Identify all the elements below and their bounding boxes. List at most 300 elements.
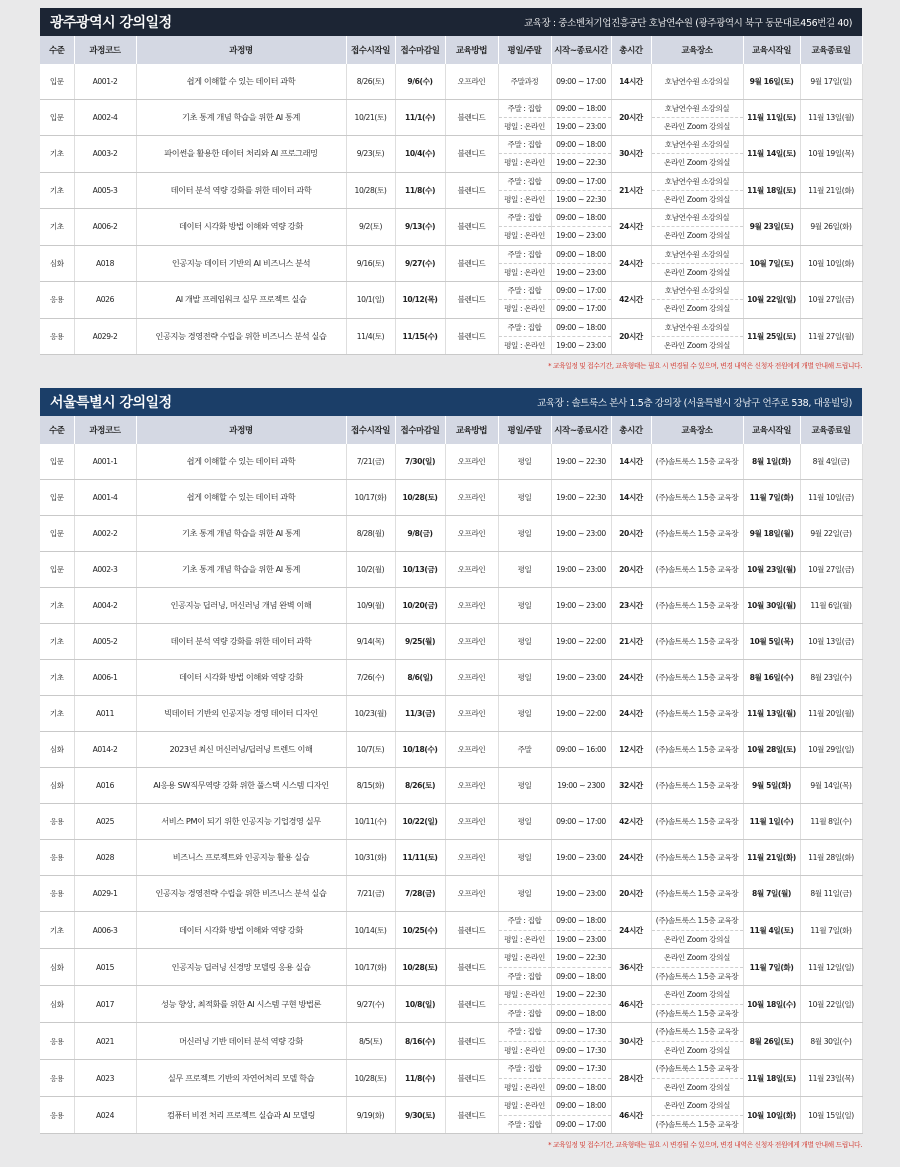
start-date: 8월 1일(화) xyxy=(743,444,800,480)
place-cell: 온라인 Zoom 강의실 xyxy=(651,117,743,135)
table-row xyxy=(40,986,862,1005)
table-row xyxy=(40,245,862,263)
seoul-title: 서울특별시 강의일정 xyxy=(50,395,172,411)
end-date: 9월 26일(화) xyxy=(800,209,862,246)
method-cell: 오프라인 xyxy=(445,696,498,732)
hours-cell: 20시간 xyxy=(611,99,651,136)
method-cell: 블렌디드 xyxy=(445,1023,498,1060)
days-cell: 평일 : 온라인 xyxy=(498,154,551,172)
hours-cell: 24시간 xyxy=(611,696,651,732)
header-reg-end: 접수마감일 xyxy=(395,416,445,444)
method-cell: 오프라인 xyxy=(445,804,498,840)
gwangju-venue: 교육장 : 중소벤처기업진흥공단 호남연수원 (광주광역시 북구 동문대로456번길 40) xyxy=(523,18,852,29)
reg-start-cell: 10/11(수) xyxy=(346,804,395,840)
time-cell: 09:00 ~ 18:00 xyxy=(551,1004,611,1023)
start-date: 11월 14일(토) xyxy=(743,136,800,173)
days-cell: 주말 : 집합 xyxy=(498,1115,551,1134)
level-cell: 기초 xyxy=(40,136,74,173)
table-row xyxy=(40,949,862,968)
reg-start-cell: 10/2(월) xyxy=(346,552,395,588)
hours-cell: 24시간 xyxy=(611,245,651,282)
level-cell: 기초 xyxy=(40,209,74,246)
start-date: 10월 18일(수) xyxy=(743,986,800,1023)
end-date: 9월 17일(일) xyxy=(800,64,862,99)
seoul-venue: 교육장 : 솔트룩스 본사 1.5층 강의장 (서울특별시 강남구 언주로 538, 대웅빌딩) xyxy=(537,398,852,409)
method-cell: 블렌디드 xyxy=(445,99,498,136)
course-code: A029-1 xyxy=(74,876,136,912)
reg-end-cell: 10/25(수) xyxy=(395,912,445,949)
table-row xyxy=(40,318,862,336)
method-cell: 오프라인 xyxy=(445,444,498,480)
course-code: A024 xyxy=(74,1097,136,1134)
days-cell: 평일 xyxy=(498,660,551,696)
header-code: 과정코드 xyxy=(74,36,136,64)
reg-end-cell: 7/30(일) xyxy=(395,444,445,480)
table-row xyxy=(40,209,862,227)
hours-cell: 20시간 xyxy=(611,516,651,552)
time-cell: 19:00 ~ 23:00 xyxy=(551,840,611,876)
place-cell: 호남연수원 소강의실 xyxy=(651,172,743,190)
method-cell: 오프라인 xyxy=(445,516,498,552)
level-cell: 입문 xyxy=(40,444,74,480)
end-date: 10월 27일(금) xyxy=(800,282,862,319)
reg-end-cell: 11/11(토) xyxy=(395,840,445,876)
reg-end-cell: 9/25(월) xyxy=(395,624,445,660)
level-cell: 심화 xyxy=(40,949,74,986)
end-date: 10월 27일(금) xyxy=(800,552,862,588)
place-cell: 온라인 Zoom 강의실 xyxy=(651,930,743,949)
reg-end-cell: 8/6(일) xyxy=(395,660,445,696)
header-hours: 총시간 xyxy=(611,36,651,64)
course-code: A006-2 xyxy=(74,209,136,246)
reg-start-cell: 10/17(화) xyxy=(346,949,395,986)
reg-end-cell: 9/27(수) xyxy=(395,245,445,282)
days-cell: 평일 : 온라인 xyxy=(498,300,551,318)
gwangju-note: * 교육일정 및 접수기간, 교육형태는 필요 시 변경될 수 있으며, 변경 내역은 신청자 전원에게 개별 안내해 드립니다. xyxy=(548,362,862,370)
reg-end-cell: 9/8(금) xyxy=(395,516,445,552)
time-cell: 19:00 ~ 23:00 xyxy=(551,876,611,912)
level-cell: 응용 xyxy=(40,804,74,840)
start-date: 10월 30일(월) xyxy=(743,588,800,624)
days-cell: 평일 xyxy=(498,624,551,660)
reg-end-cell: 8/16(수) xyxy=(395,1023,445,1060)
reg-start-cell: 9/19(화) xyxy=(346,1097,395,1134)
reg-start-cell: 10/9(월) xyxy=(346,588,395,624)
reg-start-cell: 8/28(월) xyxy=(346,516,395,552)
hours-cell: 46시간 xyxy=(611,1097,651,1134)
time-cell: 19:00 ~ 22:30 xyxy=(551,444,611,480)
course-name: 데이터 분석 역량 강화를 위한 데이터 과학 xyxy=(136,172,346,209)
reg-end-cell: 11/8(수) xyxy=(395,1060,445,1097)
method-cell: 오프라인 xyxy=(445,840,498,876)
table-row xyxy=(40,912,862,931)
level-cell: 심화 xyxy=(40,732,74,768)
method-cell: 블렌디드 xyxy=(445,209,498,246)
table-row xyxy=(40,1023,862,1042)
start-date: 9월 18일(월) xyxy=(743,516,800,552)
table-header xyxy=(40,416,862,444)
method-cell: 오프라인 xyxy=(445,624,498,660)
end-date: 10월 22일(일) xyxy=(800,986,862,1023)
time-cell: 19:00 ~ 22:00 xyxy=(551,696,611,732)
level-cell: 입문 xyxy=(40,480,74,516)
course-code: A017 xyxy=(74,986,136,1023)
time-cell: 09:00 ~ 17:00 xyxy=(551,300,611,318)
end-date: 10월 15일(일) xyxy=(800,1097,862,1134)
place-cell: (주)솔트룩스 1.5층 교육장 xyxy=(651,840,743,876)
days-cell: 주말 : 집합 xyxy=(498,318,551,336)
seoul-table-body xyxy=(40,444,862,1134)
days-cell: 평일 xyxy=(498,480,551,516)
hours-cell: 24시간 xyxy=(611,209,651,246)
table-row xyxy=(40,1097,862,1116)
seoul-note: * 교육일정 및 접수기간, 교육형태는 필요 시 변경될 수 있으며, 변경 내역은 신청자 전원에게 개별 안내해 드립니다. xyxy=(548,1141,862,1149)
reg-start-cell: 10/28(토) xyxy=(346,1060,395,1097)
course-code: A005-2 xyxy=(74,624,136,660)
header-time: 시작~종료시간 xyxy=(551,36,611,64)
course-name: 파이썬을 활용한 데이터 처리와 AI 프로그래밍 xyxy=(136,136,346,173)
course-name: 쉽게 이해할 수 있는 데이터 과학 xyxy=(136,444,346,480)
end-date: 11월 8일(수) xyxy=(800,804,862,840)
place-cell: (주)솔트룩스 1.5층 교육장 xyxy=(651,768,743,804)
start-date: 11월 11일(토) xyxy=(743,99,800,136)
end-date: 10월 19일(목) xyxy=(800,136,862,173)
method-cell: 오프라인 xyxy=(445,480,498,516)
time-cell: 19:00 ~ 22:30 xyxy=(551,190,611,208)
time-cell: 19:00 ~ 23:00 xyxy=(551,552,611,588)
hours-cell: 20시간 xyxy=(611,552,651,588)
table-row xyxy=(40,624,862,660)
hours-cell: 20시간 xyxy=(611,318,651,355)
header-time: 시작~종료시간 xyxy=(551,416,611,444)
place-cell: 온라인 Zoom 강의실 xyxy=(651,986,743,1005)
course-code: A026 xyxy=(74,282,136,319)
place-cell: 온라인 Zoom 강의실 xyxy=(651,1097,743,1116)
course-code: A002-3 xyxy=(74,552,136,588)
place-cell: 호남연수원 소강의실 xyxy=(651,136,743,154)
place-cell: (주)솔트룩스 1.5층 교육장 xyxy=(651,1023,743,1042)
method-cell: 블렌디드 xyxy=(445,1060,498,1097)
end-date: 11월 27일(월) xyxy=(800,318,862,355)
place-cell: 온라인 Zoom 강의실 xyxy=(651,154,743,172)
course-name: AI 개발 프레임워크 실무 프로젝트 실습 xyxy=(136,282,346,319)
time-cell: 09:00 ~ 17:30 xyxy=(551,1041,611,1060)
time-cell: 09:00 ~ 17:00 xyxy=(551,64,611,99)
reg-start-cell: 7/26(수) xyxy=(346,660,395,696)
hours-cell: 42시간 xyxy=(611,804,651,840)
level-cell: 기초 xyxy=(40,624,74,660)
time-cell: 19:00 ~ 23:00 xyxy=(551,227,611,245)
course-name: 인공지능 데이터 기반의 AI 비즈니스 분석 xyxy=(136,245,346,282)
reg-end-cell: 10/28(토) xyxy=(395,949,445,986)
reg-start-cell: 9/2(토) xyxy=(346,209,395,246)
place-cell: (주)솔트룩스 1.5층 교육장 xyxy=(651,660,743,696)
level-cell: 응용 xyxy=(40,840,74,876)
header-days: 평일/주말 xyxy=(498,36,551,64)
course-code: A015 xyxy=(74,949,136,986)
method-cell: 오프라인 xyxy=(445,552,498,588)
seoul-table xyxy=(40,416,863,1134)
header-hours: 총시간 xyxy=(611,416,651,444)
level-cell: 응용 xyxy=(40,1097,74,1134)
method-cell: 오프라인 xyxy=(445,876,498,912)
end-date: 8월 4일(금) xyxy=(800,444,862,480)
days-cell: 주말 : 집합 xyxy=(498,1060,551,1079)
end-date: 11월 12일(일) xyxy=(800,949,862,986)
header-days: 평일/주말 xyxy=(498,416,551,444)
reg-start-cell: 10/17(화) xyxy=(346,480,395,516)
reg-end-cell: 10/13(금) xyxy=(395,552,445,588)
hours-cell: 14시간 xyxy=(611,480,651,516)
days-cell: 평일 xyxy=(498,876,551,912)
course-name: 서비스 PM이 되기 위한 인공지능 기업경영 실무 xyxy=(136,804,346,840)
hours-cell: 24시간 xyxy=(611,660,651,696)
place-cell: (주)솔트룩스 1.5층 교육장 xyxy=(651,516,743,552)
start-date: 10월 5일(목) xyxy=(743,624,800,660)
hours-cell: 30시간 xyxy=(611,136,651,173)
seoul-section xyxy=(40,388,862,1149)
level-cell: 심화 xyxy=(40,245,74,282)
course-name: 인공지능 경영전략 수립을 위한 비즈니스 분석 실습 xyxy=(136,876,346,912)
course-code: A016 xyxy=(74,768,136,804)
hours-cell: 36시간 xyxy=(611,949,651,986)
hours-cell: 24시간 xyxy=(611,912,651,949)
header-reg-end: 접수마감일 xyxy=(395,36,445,64)
reg-start-cell: 9/23(토) xyxy=(346,136,395,173)
start-date: 10월 22일(일) xyxy=(743,282,800,319)
reg-start-cell: 10/7(토) xyxy=(346,732,395,768)
course-code: A001-1 xyxy=(74,444,136,480)
course-name: 쉽게 이해할 수 있는 데이터 과학 xyxy=(136,64,346,99)
start-date: 9월 5일(화) xyxy=(743,768,800,804)
table-row xyxy=(40,804,862,840)
place-cell: (주)솔트룩스 1.5층 교육장 xyxy=(651,1004,743,1023)
days-cell: 주말 : 집합 xyxy=(498,136,551,154)
hours-cell: 42시간 xyxy=(611,282,651,319)
start-date: 11월 18일(토) xyxy=(743,172,800,209)
place-cell: (주)솔트룩스 1.5층 교육장 xyxy=(651,912,743,931)
days-cell: 주말 : 집합 xyxy=(498,1004,551,1023)
place-cell: (주)솔트룩스 1.5층 교육장 xyxy=(651,876,743,912)
start-date: 11월 13일(월) xyxy=(743,696,800,732)
method-cell: 블렌디드 xyxy=(445,282,498,319)
gwangju-header xyxy=(40,8,862,36)
method-cell: 오프라인 xyxy=(445,64,498,99)
start-date: 8월 7일(월) xyxy=(743,876,800,912)
time-cell: 09:00 ~ 17:00 xyxy=(551,172,611,190)
end-date: 11월 13일(월) xyxy=(800,99,862,136)
course-name: 컴퓨터 비전 처리 프로젝트 실습과 AI 모델링 xyxy=(136,1097,346,1134)
place-cell: 온라인 Zoom 강의실 xyxy=(651,227,743,245)
header-start: 교육시작일 xyxy=(743,36,800,64)
time-cell: 19:00 ~ 23:00 xyxy=(551,930,611,949)
hours-cell: 20시간 xyxy=(611,876,651,912)
course-code: A001-2 xyxy=(74,64,136,99)
course-name: 기초 통계 개념 학습을 위한 AI 통계 xyxy=(136,552,346,588)
table-row xyxy=(40,172,862,190)
time-cell: 09:00 ~ 17:00 xyxy=(551,1115,611,1134)
end-date: 10월 13일(금) xyxy=(800,624,862,660)
reg-start-cell: 10/31(화) xyxy=(346,840,395,876)
days-cell: 평일 : 온라인 xyxy=(498,190,551,208)
reg-start-cell: 7/21(금) xyxy=(346,444,395,480)
place-cell: 호남연수원 소강의실 xyxy=(651,318,743,336)
course-code: A001-4 xyxy=(74,480,136,516)
place-cell: 호남연수원 소강의실 xyxy=(651,99,743,117)
place-cell: 온라인 Zoom 강의실 xyxy=(651,949,743,968)
course-name: 데이터 시각화 방법 이해와 역량 강화 xyxy=(136,912,346,949)
table-row xyxy=(40,696,862,732)
days-cell: 평일 : 온라인 xyxy=(498,930,551,949)
method-cell: 오프라인 xyxy=(445,732,498,768)
course-code: A004-2 xyxy=(74,588,136,624)
method-cell: 블렌디드 xyxy=(445,912,498,949)
course-name: 빅데이터 기반의 인공지능 경영 데이터 디자인 xyxy=(136,696,346,732)
level-cell: 입문 xyxy=(40,64,74,99)
days-cell: 평일 xyxy=(498,768,551,804)
days-cell: 평일 xyxy=(498,444,551,480)
reg-end-cell: 11/8(수) xyxy=(395,172,445,209)
time-cell: 09:00 ~ 18:00 xyxy=(551,1078,611,1097)
days-cell: 평일 xyxy=(498,696,551,732)
end-date: 8월 11일(금) xyxy=(800,876,862,912)
reg-start-cell: 10/28(토) xyxy=(346,172,395,209)
days-cell: 평일 : 온라인 xyxy=(498,1041,551,1060)
days-cell: 평일 xyxy=(498,516,551,552)
days-cell: 주말 : 집합 xyxy=(498,209,551,227)
table-row xyxy=(40,876,862,912)
reg-start-cell: 9/16(토) xyxy=(346,245,395,282)
days-cell: 주말 : 집합 xyxy=(498,172,551,190)
days-cell: 평일 xyxy=(498,552,551,588)
course-name: 인공지능 경영전략 수립을 위한 비즈니스 분석 실습 xyxy=(136,318,346,355)
end-date: 9월 14일(목) xyxy=(800,768,862,804)
level-cell: 심화 xyxy=(40,986,74,1023)
days-cell: 주말 : 집합 xyxy=(498,967,551,986)
table-row xyxy=(40,282,862,300)
table-header xyxy=(40,36,862,64)
time-cell: 19:00 ~ 22:30 xyxy=(551,154,611,172)
course-name: 인공지능 딥러닝, 머신러닝 개념 완벽 이해 xyxy=(136,588,346,624)
time-cell: 19:00 ~ 22:00 xyxy=(551,624,611,660)
end-date: 11월 28일(화) xyxy=(800,840,862,876)
start-date: 10월 28일(토) xyxy=(743,732,800,768)
time-cell: 09:00 ~ 18:00 xyxy=(551,209,611,227)
time-cell: 09:00 ~ 18:00 xyxy=(551,99,611,117)
time-cell: 09:00 ~ 17:00 xyxy=(551,282,611,300)
time-cell: 09:00 ~ 18:00 xyxy=(551,245,611,263)
course-name: 데이터 분석 역량 강화를 위한 데이터 과학 xyxy=(136,624,346,660)
table-row xyxy=(40,444,862,480)
header-reg-start: 접수시작일 xyxy=(346,36,395,64)
start-date: 11월 21일(화) xyxy=(743,840,800,876)
start-date: 8월 16일(수) xyxy=(743,660,800,696)
place-cell: (주)솔트룩스 1.5층 교육장 xyxy=(651,552,743,588)
time-cell: 09:00 ~ 17:30 xyxy=(551,1060,611,1079)
start-date: 11월 1일(수) xyxy=(743,804,800,840)
reg-end-cell: 10/20(금) xyxy=(395,588,445,624)
days-cell: 평일 : 온라인 xyxy=(498,949,551,968)
course-code: A021 xyxy=(74,1023,136,1060)
level-cell: 심화 xyxy=(40,768,74,804)
end-date: 11월 21일(화) xyxy=(800,172,862,209)
days-cell: 주말 : 집합 xyxy=(498,1023,551,1042)
reg-start-cell: 10/23(월) xyxy=(346,696,395,732)
time-cell: 19:00 ~ 23:00 xyxy=(551,588,611,624)
course-code: A002-4 xyxy=(74,99,136,136)
seoul-header xyxy=(40,388,862,416)
days-cell: 평일 : 온라인 xyxy=(498,117,551,135)
header-level: 수준 xyxy=(40,36,74,64)
header-code: 과정코드 xyxy=(74,416,136,444)
reg-end-cell: 11/3(금) xyxy=(395,696,445,732)
course-code: A006-1 xyxy=(74,660,136,696)
time-cell: 19:00 ~ 23:00 xyxy=(551,660,611,696)
course-code: A018 xyxy=(74,245,136,282)
place-cell: (주)솔트룩스 1.5층 교육장 xyxy=(651,624,743,660)
start-date: 10월 7일(토) xyxy=(743,245,800,282)
end-date: 10월 29일(일) xyxy=(800,732,862,768)
time-cell: 19:00 ~ 2300 xyxy=(551,768,611,804)
course-name: 인공지능 딥러닝 신경망 모델링 응용 실습 xyxy=(136,949,346,986)
reg-end-cell: 8/26(토) xyxy=(395,768,445,804)
hours-cell: 23시간 xyxy=(611,588,651,624)
place-cell: (주)솔트룩스 1.5층 교육장 xyxy=(651,732,743,768)
place-cell: (주)솔트룩스 1.5층 교육장 xyxy=(651,1115,743,1134)
reg-start-cell: 10/14(토) xyxy=(346,912,395,949)
table-row xyxy=(40,660,862,696)
header-end: 교육종료일 xyxy=(800,36,862,64)
end-date: 11월 6일(월) xyxy=(800,588,862,624)
place-cell: 온라인 Zoom 강의실 xyxy=(651,1078,743,1097)
time-cell: 19:00 ~ 22:30 xyxy=(551,949,611,968)
place-cell: (주)솔트룩스 1.5층 교육장 xyxy=(651,1060,743,1079)
course-name: AI응용 SW직무역량 강화 위한 풀스택 시스템 디자인 xyxy=(136,768,346,804)
reg-end-cell: 10/18(수) xyxy=(395,732,445,768)
method-cell: 블렌디드 xyxy=(445,172,498,209)
time-cell: 19:00 ~ 23:00 xyxy=(551,336,611,354)
start-date: 11월 7일(화) xyxy=(743,480,800,516)
level-cell: 기초 xyxy=(40,172,74,209)
start-date: 11월 18일(토) xyxy=(743,1060,800,1097)
method-cell: 블렌디드 xyxy=(445,986,498,1023)
gwangju-section xyxy=(40,8,862,370)
time-cell: 09:00 ~ 17:00 xyxy=(551,804,611,840)
hours-cell: 12시간 xyxy=(611,732,651,768)
course-code: A023 xyxy=(74,1060,136,1097)
reg-end-cell: 10/28(토) xyxy=(395,480,445,516)
hours-cell: 30시간 xyxy=(611,1023,651,1060)
hours-cell: 14시간 xyxy=(611,444,651,480)
place-cell: 호남연수원 소강의실 xyxy=(651,209,743,227)
reg-end-cell: 10/22(일) xyxy=(395,804,445,840)
start-date: 10월 10일(화) xyxy=(743,1097,800,1134)
course-code: A011 xyxy=(74,696,136,732)
level-cell: 기초 xyxy=(40,696,74,732)
method-cell: 오프라인 xyxy=(445,768,498,804)
table-row xyxy=(40,99,862,117)
reg-end-cell: 11/1(수) xyxy=(395,99,445,136)
method-cell: 블렌디드 xyxy=(445,245,498,282)
hours-cell: 46시간 xyxy=(611,986,651,1023)
level-cell: 기초 xyxy=(40,912,74,949)
time-cell: 19:00 ~ 23:00 xyxy=(551,117,611,135)
reg-end-cell: 10/12(목) xyxy=(395,282,445,319)
table-row xyxy=(40,768,862,804)
start-date: 11월 4일(토) xyxy=(743,912,800,949)
place-cell: 호남연수원 소강의실 xyxy=(651,64,743,99)
time-cell: 19:00 ~ 23:00 xyxy=(551,263,611,281)
